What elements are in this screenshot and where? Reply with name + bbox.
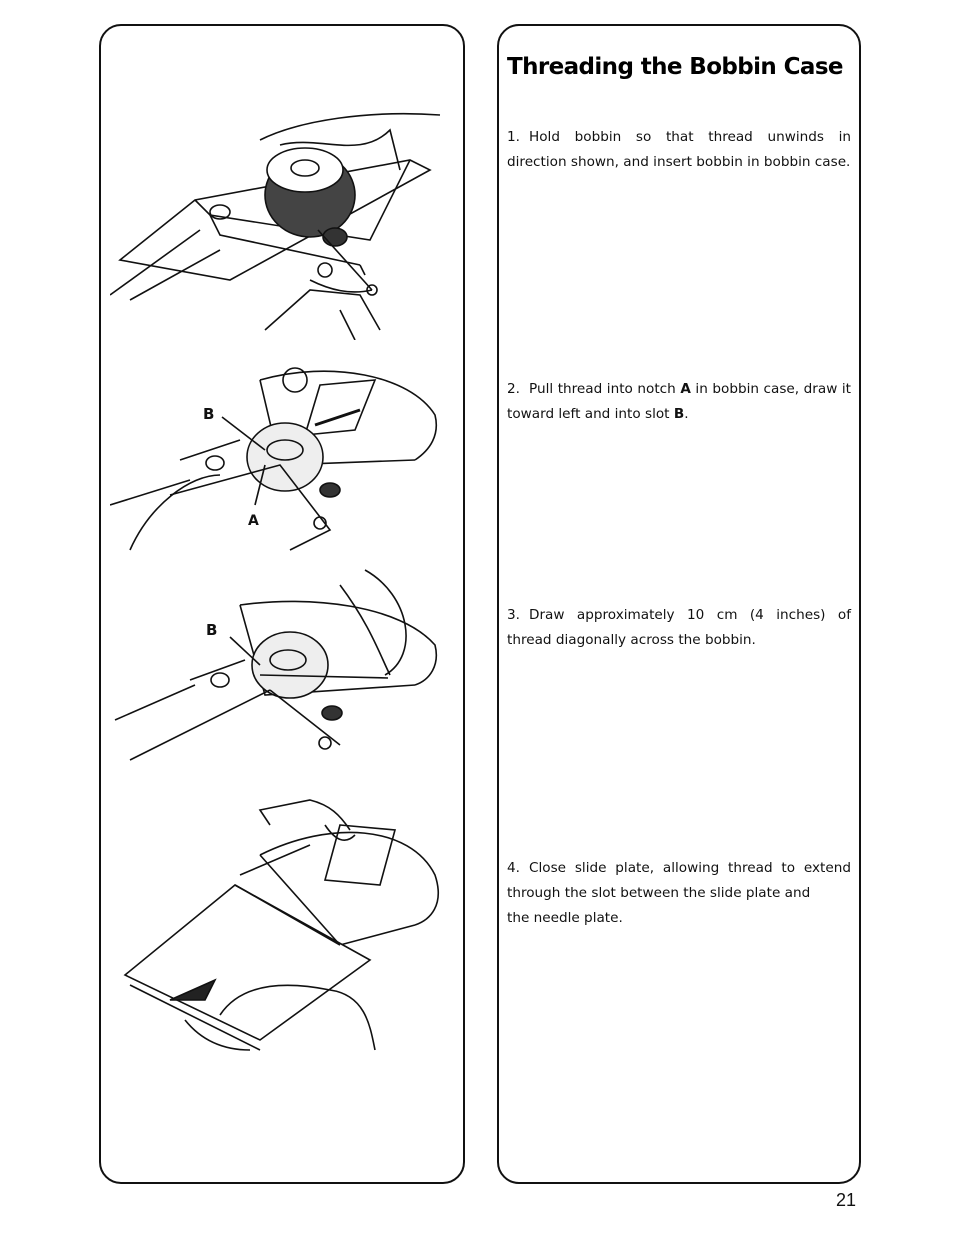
- figure-1-insert-bobbin: [110, 100, 450, 340]
- step-2: [507, 377, 851, 427]
- label-b-fig3: B: [206, 621, 218, 639]
- page-title: Threading the Bobbin Case: [507, 54, 843, 80]
- figure-4-close-slide-plate: [110, 785, 450, 1065]
- figure-2-pull-thread: [110, 355, 450, 555]
- step-3-text: Draw approximately 10 cm (4 inches) of thread diagonally across the bobbin.: [507, 607, 851, 648]
- step-2-slot-label: B: [673, 406, 685, 422]
- step-1-text: Hold bobbin so that thread unwinds in direction shown, and insert bobbin in bobbin case.: [507, 129, 851, 170]
- step-4-text-a: Close slide plate, allowing thread to extend through the slot between the slide plate and: [507, 860, 851, 901]
- step-1-number: 1.: [507, 129, 520, 145]
- step-4: [507, 856, 851, 931]
- step-2-text-b: in bobbin case, draw it toward left and into slot: [507, 381, 851, 422]
- figure-3-draw-thread: [110, 565, 450, 765]
- step-3: [507, 603, 851, 653]
- step-2-notch-label: A: [680, 381, 691, 397]
- step-3-number: 3.: [507, 607, 520, 623]
- step-4-number: 4.: [507, 860, 520, 876]
- label-a-fig2: A: [248, 513, 259, 529]
- step-2-text-c: .: [684, 406, 689, 422]
- step-2-text-a: Pull thread into notch: [529, 381, 681, 397]
- step-4-text-b: the needle plate.: [507, 910, 623, 926]
- step-2-number: 2.: [507, 381, 520, 397]
- page-number: 21: [836, 1190, 857, 1210]
- step-1: [507, 125, 851, 175]
- label-b-fig2: B: [203, 405, 215, 423]
